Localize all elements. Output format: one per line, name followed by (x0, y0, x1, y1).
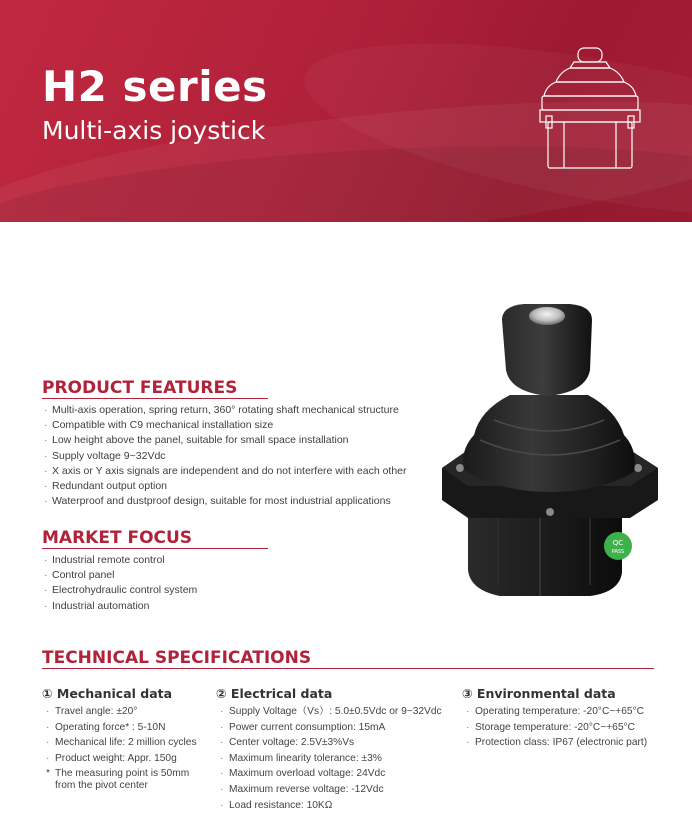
list-item: · Protection class: IP67 (electronic part) (466, 737, 648, 749)
mechanical-data-title: ① Mechanical data (42, 686, 173, 701)
page-subtitle: Multi-axis joystick (42, 116, 266, 145)
svg-text:QC: QC (612, 539, 624, 547)
svg-text:PASS: PASS (611, 549, 625, 555)
joystick-photo (440, 300, 660, 600)
electrical-data-column (216, 686, 442, 813)
list-item: · Maximum overload voltage: 24Vdc (220, 768, 386, 780)
list-item: · Center voltage: 2.5V±3%Vs (220, 737, 355, 749)
list-item: · Travel angle: ±20° (46, 706, 138, 717)
list-item: · Load resistance: 10KΩ (220, 799, 333, 811)
list-item: · Operating force* : 5-10N (46, 721, 166, 733)
list-item: · Operating temperature: -20°C~+65°C (466, 706, 644, 717)
list-item: · Maximum linearity tolerance: ±3% (220, 752, 382, 764)
list-item: · Power current consumption: 15mA (220, 721, 386, 733)
list-item: · Waterproof and dustproof design, suitable for most industrial applications (44, 495, 391, 508)
list-item: · Supply voltage 9~32Vdc (44, 449, 166, 462)
list-item: · Control panel (44, 569, 115, 582)
list-item: · Industrial automation (44, 599, 150, 612)
list-item: · Electrohydraulic control system (44, 584, 198, 597)
list-item: · Compatible with C9 mechanical installation size (44, 419, 274, 432)
mechanical-data-column (42, 686, 205, 792)
heading-rule (42, 668, 654, 669)
market-focus-heading: MARKET FOCUS (42, 528, 193, 548)
market-focus-list (44, 553, 197, 614)
joystick-outline-icon (534, 44, 654, 174)
list-item: · Maximum reverse voltage: -12Vdc (220, 783, 384, 795)
heading-rule (42, 398, 268, 399)
list-item: · Supply Voltage（Vs）: 5.0±0.5Vdc or 9~32Vdc (220, 706, 442, 717)
list-item: · Multi-axis operation, spring return, 360° rotating shaft mechanical structure (44, 404, 399, 416)
technical-specifications-heading: TECHNICAL SPECIFICATIONS (42, 648, 312, 668)
list-item: · Low height above the panel, suitable for small space installation (44, 434, 349, 447)
list-item: · Redundant output option (44, 480, 168, 493)
environmental-data-column (462, 686, 647, 751)
heading-rule (42, 548, 268, 549)
page-title: H2 series (42, 62, 268, 111)
product-features-heading: PRODUCT FEATURES (42, 378, 238, 398)
list-item: · Mechanical life: 2 million cycles (46, 737, 197, 749)
header-banner (0, 0, 692, 222)
list-item: · Industrial remote control (44, 554, 165, 566)
environmental-data-title: ③ Environmental data (462, 686, 616, 701)
list-item: · X axis or Y axis signals are independent and do not interfere with each other (44, 464, 407, 477)
list-item: · Storage temperature: -20°C~+65°C (466, 721, 635, 733)
product-features-list (44, 403, 407, 509)
electrical-data-title: ② Electrical data (216, 686, 333, 701)
list-item: · Product weight: Appr. 150g (46, 752, 177, 764)
footnote: * The measuring point is 50mm from the pivot center (46, 768, 190, 792)
